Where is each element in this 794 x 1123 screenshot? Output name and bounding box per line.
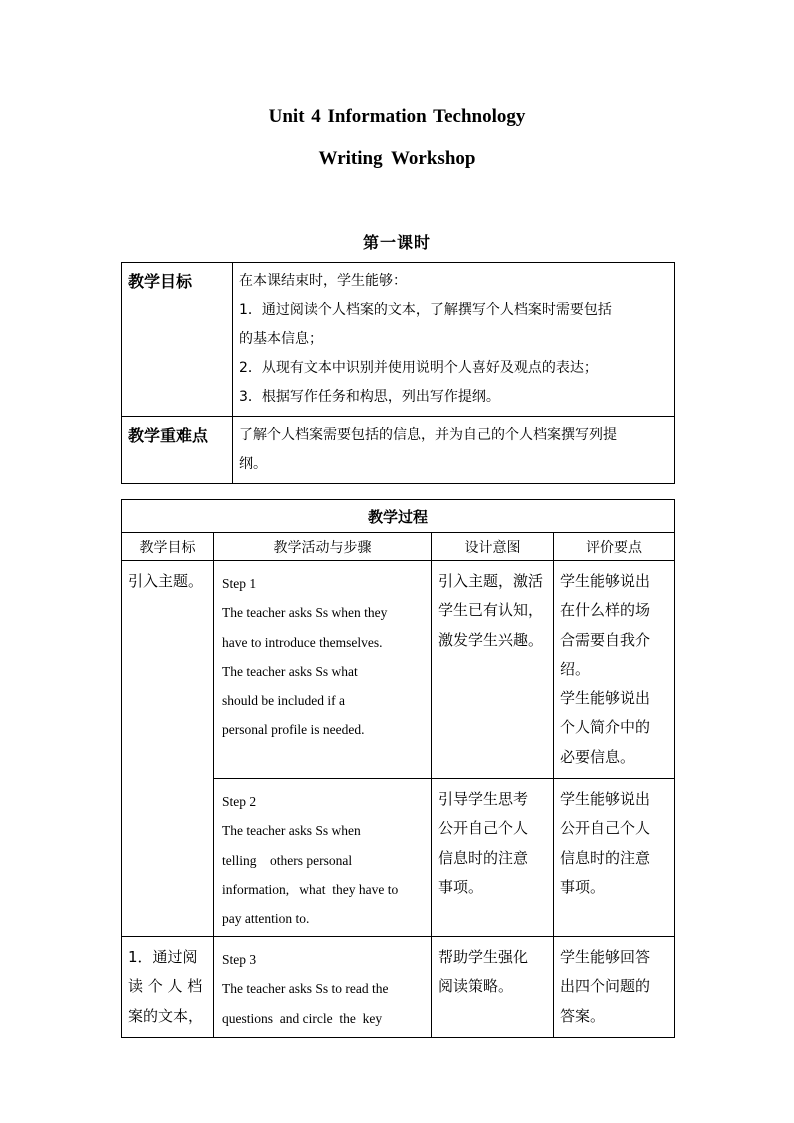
key-points-content — [233, 417, 675, 484]
goals-table — [121, 262, 675, 484]
key-points-line: 了解个人档案需要包括的信息，并为自己的个人档案撰写列提 — [239, 427, 617, 443]
activity-line: The teacher asks Ss to read the — [222, 981, 389, 997]
process-heading-row — [122, 500, 675, 533]
evaluation-line: 个人简介中的 — [560, 718, 651, 737]
goals-line: 2．从现有文本中识别并使用说明个人喜好及观点的表达； — [239, 360, 598, 376]
evaluation-cell — [554, 561, 675, 779]
lesson-heading: 第一课时 — [362, 233, 431, 252]
activity-line: questions and circle the key — [222, 1010, 383, 1026]
activity-line: have to introduce themselves. — [222, 634, 383, 650]
intent-line: 帮助学生强化 — [438, 948, 529, 967]
evaluation-line: 必要信息。 — [560, 747, 636, 766]
document-title: Unit 4 Information Technology — [268, 106, 526, 127]
evaluation-line: 学生能够说出 — [560, 572, 651, 590]
intent-line: 事项。 — [438, 877, 484, 896]
evaluation-line: 学生能够回答 — [560, 948, 651, 967]
intent-line: 引导学生思考 — [438, 790, 529, 809]
process-table — [121, 499, 675, 1038]
column-header-evaluation: 评价要点 — [554, 533, 675, 561]
column-header-intent: 设计意图 — [432, 533, 554, 561]
key-points-row — [122, 417, 675, 484]
table-row — [122, 561, 675, 779]
evaluation-cell — [554, 937, 675, 1038]
goals-row — [122, 263, 675, 417]
goals-line: 3．根据写作任务和构思，列出写作提纲。 — [239, 389, 500, 405]
evaluation-line: 信息时的注意 — [560, 848, 651, 867]
goals-line: 在本课结束时，学生能够： — [239, 273, 407, 289]
evaluation-line: 事项。 — [560, 877, 606, 896]
column-header-goal: 教学目标 — [122, 533, 214, 561]
activity-cell — [214, 779, 432, 937]
table-row — [122, 937, 675, 1038]
key-points-label: 教学重难点 — [122, 417, 233, 484]
activity-line: The teacher asks Ss when they — [222, 605, 388, 621]
intent-line: 公开自己个人 — [438, 819, 529, 838]
goal-line: 案的文本， — [128, 1006, 204, 1025]
evaluation-line: 答案。 — [560, 1006, 606, 1025]
intent-cell — [432, 779, 554, 937]
evaluation-line: 学生能够说出 — [560, 790, 651, 809]
goal-cell — [122, 561, 214, 937]
column-header-row — [122, 533, 675, 561]
process-heading: 教学过程 — [122, 500, 675, 533]
intent-line: 引入主题，激活 — [438, 572, 544, 590]
intent-cell — [432, 561, 554, 779]
goals-label: 教学目标 — [122, 263, 233, 417]
activity-line: Step 2 — [222, 794, 257, 810]
column-header-activity: 教学活动与步骤 — [214, 533, 432, 561]
activity-line: The teacher asks Ss what — [222, 663, 358, 679]
activity-line: Step 3 — [222, 952, 257, 968]
activity-line: The teacher asks Ss when — [222, 823, 361, 839]
activity-line: telling others personal — [222, 852, 353, 868]
intent-line: 阅读策略。 — [438, 977, 514, 996]
intent-line: 学生已有认知， — [438, 601, 544, 620]
goal-cell — [122, 937, 214, 1038]
activity-line: Step 1 — [222, 576, 257, 591]
document-subtitle: Writing Workshop — [318, 148, 476, 169]
evaluation-line: 在什么样的场 — [560, 601, 651, 620]
evaluation-line: 学生能够说出 — [560, 689, 651, 708]
goal-line: 1．通过阅 — [128, 948, 198, 967]
activity-line: should be included if a — [222, 693, 345, 709]
activity-line: pay attention to. — [222, 911, 310, 927]
intent-cell — [432, 937, 554, 1038]
goals-line: 1．通过阅读个人档案的文本，了解撰写个人档案时需要包括 — [239, 302, 612, 318]
evaluation-line: 合需要自我介 — [560, 630, 651, 649]
activity-line: personal profile is needed. — [222, 722, 365, 738]
evaluation-cell — [554, 779, 675, 937]
goals-line: 的基本信息； — [239, 331, 323, 347]
activity-cell — [214, 937, 432, 1038]
key-points-line: 纲。 — [239, 456, 267, 472]
activity-cell — [214, 561, 432, 779]
evaluation-line: 公开自己个人 — [560, 819, 651, 838]
intent-line: 信息时的注意 — [438, 848, 529, 867]
intent-line: 激发学生兴趣。 — [438, 630, 544, 649]
activity-line: information, what they have to — [222, 881, 399, 897]
goal-line: 读 个 人 档 — [128, 977, 203, 996]
goal-line: 引入主题。 — [128, 572, 204, 590]
evaluation-line: 绍。 — [560, 659, 591, 678]
goals-content — [233, 263, 675, 417]
evaluation-line: 出四个问题的 — [560, 977, 651, 996]
